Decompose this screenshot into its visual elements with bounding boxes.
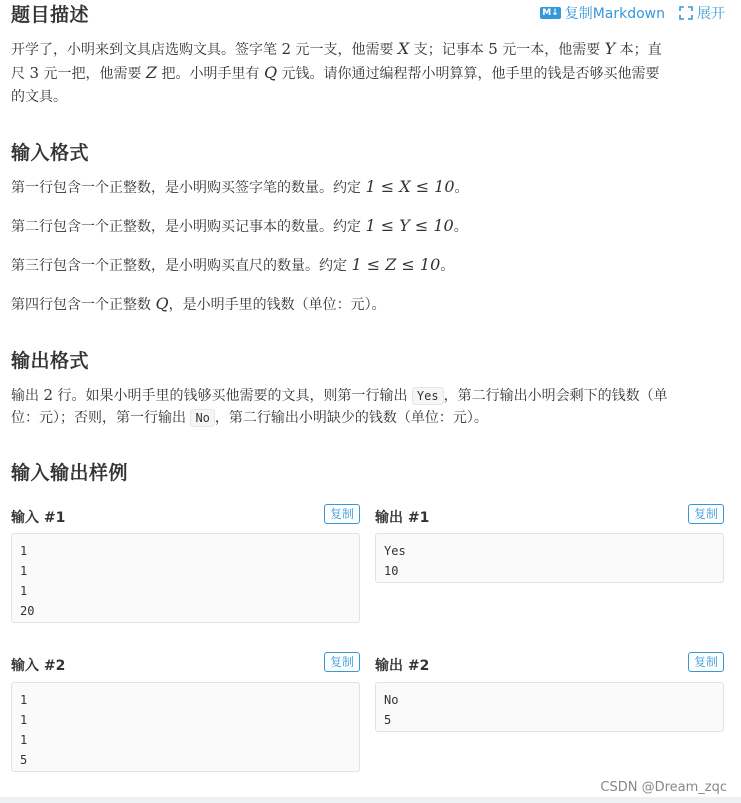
description-line-3	[11, 86, 731, 108]
description-text: 的文具。	[11, 89, 67, 105]
header-actions	[540, 3, 725, 23]
description-text: 本；直	[615, 42, 662, 58]
expand-label: 展开	[697, 6, 725, 22]
expand-icon	[679, 6, 693, 20]
copy-output-1-button[interactable]: 复制	[688, 504, 724, 524]
line-count: 2	[43, 386, 53, 404]
description-line-1	[11, 38, 731, 61]
output-format-text: 位：元）；否则，第一行输出	[11, 410, 191, 426]
description-text: 元一把，他需要	[39, 66, 146, 82]
sample-line: 5	[384, 713, 392, 727]
description-text: 元一支，他需要	[291, 42, 398, 58]
output-format-title: 输出格式	[11, 350, 90, 372]
var-x: X	[397, 39, 410, 58]
csdn-watermark: CSDN @Dream_zqc	[600, 780, 727, 795]
input-format-text: 第一行包含一个正整数，是小明购买签字笔的数量。约定	[11, 180, 366, 196]
input-1-box	[11, 533, 360, 623]
output-format-line-1	[11, 384, 731, 407]
sample-line: 1	[20, 584, 28, 598]
bottom-divider	[0, 797, 741, 803]
page-title: 题目描述	[11, 4, 90, 26]
output-format-text: ，第二行输出小明会剩下的钱数（单	[443, 388, 668, 404]
copy-markdown-button[interactable]	[540, 3, 665, 23]
end-mark: 。	[440, 258, 455, 274]
input-format-text: ，是小明手里的钱数（单位：元）。	[168, 297, 386, 313]
description-line-2	[11, 62, 731, 85]
sample-line: 1	[20, 693, 28, 707]
var-q: Q	[155, 294, 169, 313]
copy-input-2-button[interactable]: 复制	[324, 652, 360, 672]
input-format-text: 第三行包含一个正整数，是小明购买直尺的数量。约定	[11, 258, 352, 274]
input-format-text: 第四行包含一个正整数	[11, 297, 156, 313]
var-z: Z	[145, 63, 158, 82]
description-text: 尺	[11, 66, 30, 82]
input-format-line-2	[11, 215, 468, 238]
copy-output-2-button[interactable]: 复制	[688, 652, 724, 672]
description-text: 把。小明手里有	[157, 66, 264, 82]
samples-title: 输入输出样例	[11, 462, 129, 484]
output-format-line-2	[11, 407, 731, 429]
pen-price: 2	[281, 40, 291, 58]
ruler-price: 3	[29, 64, 39, 82]
constraint-y: 1 ≤ Y ≤ 10	[365, 216, 454, 235]
output-1-label: 输出 #1	[375, 510, 430, 526]
copy-input-1-button[interactable]: 复制	[324, 504, 360, 524]
output-2-box	[375, 682, 724, 732]
input-1-label: 输入 #1	[11, 510, 66, 526]
output-format-text: 行。如果小明手里的钱够买他需要的文具，则第一行输出	[53, 388, 412, 404]
code-no: No	[190, 409, 214, 427]
constraint-x: 1 ≤ X ≤ 10	[365, 177, 455, 196]
output-format-text: 输出	[11, 388, 44, 404]
output-1-box	[375, 533, 724, 583]
input-2-box	[11, 682, 360, 772]
input-format-text: 第二行包含一个正整数，是小明购买记事本的数量。约定	[11, 219, 366, 235]
sample-line: 20	[20, 604, 35, 618]
sample-line: 10	[384, 564, 399, 578]
copy-markdown-label: 复制Markdown	[564, 6, 665, 22]
output-2-label: 输出 #2	[375, 658, 430, 674]
sample-line: 1	[20, 564, 28, 578]
markdown-icon: M↓	[542, 8, 559, 18]
description-text: 元一本，他需要	[497, 42, 605, 58]
description-text: 开学了，小明来到文具店选购文具。签字笔	[11, 42, 282, 58]
expand-button[interactable]	[665, 3, 725, 23]
var-y: Y	[604, 39, 616, 58]
sample-line: Yes	[384, 544, 406, 558]
input-format-line-4	[11, 293, 386, 316]
sample-line: 5	[20, 753, 28, 767]
code-yes: Yes	[412, 387, 444, 405]
end-mark: 。	[453, 219, 468, 235]
description-text: 元钱。请你通过编程帮小明算算，他手里的钱是否够买他需要	[277, 66, 660, 82]
output-format-text: ，第二行输出小明缺少的钱数（单位：元）。	[214, 410, 488, 426]
description-text: 支；记事本	[409, 42, 489, 58]
input-format-line-1	[11, 176, 469, 199]
end-mark: 。	[454, 180, 469, 196]
var-q: Q	[263, 63, 278, 82]
constraint-z: 1 ≤ Z ≤ 10	[351, 255, 441, 274]
sample-line: 1	[20, 713, 28, 727]
input-2-label: 输入 #2	[11, 658, 66, 674]
book-price: 5	[488, 40, 498, 58]
sample-line: No	[384, 693, 399, 707]
sample-line: 1	[20, 544, 28, 558]
sample-line: 1	[20, 733, 28, 747]
input-format-title: 输入格式	[11, 142, 90, 164]
input-format-line-3	[11, 254, 454, 277]
